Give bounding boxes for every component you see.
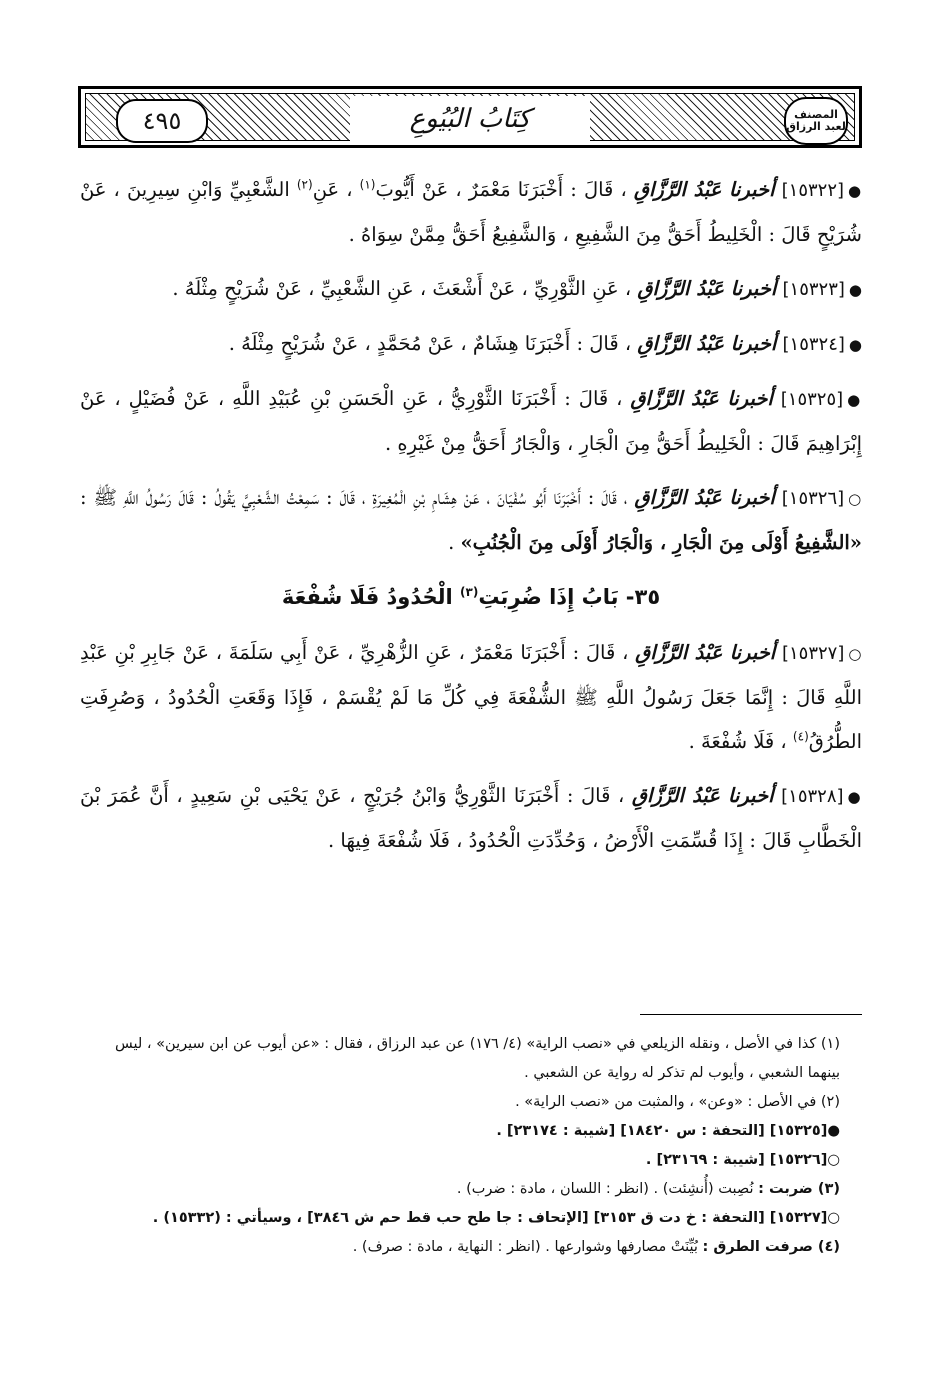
hadith-text: ، قَالَ : أَخْبَرَنَا مَعْمَرٌ ، عَنِ الزُّهْرِيِّ ، عَنْ أَبِي سَلَمَةَ ، عَنْ جَابِرِ بْنِ عَبْدِ اللَّهِ قَالَ : إِنَّمَا جَعَلَ رَسُولُ اللَّهِ ﷺ الشُّفْعَةَ فِي كُلِّ مَا لَمْ يُقْسَمْ ، فَإِذَا وَقَعَتِ الْحُدُودُ ، وَصُرِفَتِ الطُّرُقُ [80,641,862,753]
footnote-ref: (٤) [792,729,809,744]
reference-text: [١٥٣٢٥] [التحفة : س ١٨٤٢٠] [شيبة : ٢٣١٧٤] . [496,1123,828,1139]
bullet-marker: ● [847,788,862,806]
circle-marker: ○ [827,1210,840,1226]
main-text [80,168,862,873]
narrator: أخبرنا عَبْدُ الرَّزَّاقِ [630,387,773,410]
hadith-text: ، قَالَ : أَخْبَرَنَا هِشَامٌ ، عَنْ مُحَمَّدٍ ، عَنْ شُرَيْحٍ مِثْلَهُ . [228,332,632,355]
hadith-text: ، عَنِ الثَّوْرِيِّ ، عَنْ أَشْعَثَ ، عَنِ الشَّعْبِيِّ ، عَنْ شُرَيْحٍ مِثْلَهُ . [172,277,632,300]
hadith-15327 [80,631,862,764]
footnote-ref: (١) [359,177,376,192]
hadith-text: ، قَالَ : أَخْبَرَنَا أَبُو سُفْيَانَ ، عَنْ هِشَامِ بْنِ الْمُغِيرَةِ ، قَالَ : سَمِعْتُ الشَّعْبِيَّ يَقُولُ : قَالَ رَسُولُ اللَّهِ ﷺ : [80,486,628,509]
narrator: أخبرنا عَبْدُ الرَّزَّاقِ [635,641,776,664]
circle-marker: ○ [848,645,863,663]
chapter-title: ٣٥- بَابُ إِذَا ضُرِبَتِ [478,585,661,609]
hadith-15325 [80,377,862,466]
footnote-divider [640,1014,862,1015]
chapter-title: الْحُدُودُ فَلَا شُفْعَةَ [281,585,453,609]
hadith-number: [١٥٣٢٧] [781,643,845,664]
footnote-3 [80,1175,862,1204]
narrator: أخبرنا عَبْدُ الرَّزَّاقِ [634,486,775,509]
hadith-text: ، عَنِ [312,178,353,201]
hadith-15322 [80,168,862,257]
reference-15325 [80,1117,862,1146]
hadith-text: ، قَالَ : أَخْبَرَنَا الثَّوْرِيُّ وَابْنُ جُرَيْجٍ ، عَنْ يَحْيَى بْنِ سَعِيدٍ ، أَنَّ عُمَرَ بْنَ الْخَطَّابِ قَالَ : إِذَا قُسِّمَتِ الْأَرْضُ ، وَحُدِّدَتِ الْحُدُودُ ، فَلَا شُفْعَةَ فِيهَا . [80,784,862,852]
hadith-number: [١٥٣٢٢] [781,180,845,201]
reference-15327 [80,1204,862,1233]
circle-marker: ○ [848,490,862,508]
narrator: أخبرنا عَبْدُ الرَّزَّاقِ [633,178,775,201]
prophetic-saying: «الشَّفِيعُ أَوْلَى مِنَ الْجَارِ ، وَالْجَارُ أَوْلَى مِنَ الْجُنُبِ» [460,531,862,554]
bullet-marker: ● [847,391,863,409]
bullet-marker: ● [827,1123,840,1139]
hadith-text: ، قَالَ : أَخْبَرَنَا مَعْمَرٌ ، عَنْ أَيُّوبَ [375,178,627,201]
hadith-15328 [80,774,862,863]
footnote-4 [80,1233,862,1262]
narrator: أخبرنا عَبْدُ الرَّزَّاقِ [637,277,777,300]
footnotes [80,1030,862,1262]
hadith-number: [١٥٣٢٥] [780,389,844,410]
bullet-marker: ● [848,336,862,354]
hadith-text: الشَّعْبِيِّ وَابْنِ سِيرِينَ ، عَنْ شُرَيْحٍ قَالَ : الْخَلِيطُ أَحَقُّ مِنَ الشَّفِيعِ ، وَالشَّفِيعُ أَحَقُّ مِمَّنْ سِوَاهُ . [80,178,862,246]
header-ornament [85,93,855,141]
hadith-number: [١٥٣٢٨] [781,786,844,807]
hadith-15323 [80,267,862,312]
page-header [78,86,862,148]
circle-marker: ○ [827,1152,840,1168]
reference-text: [١٥٣٢٧] [التحفة : خ دت ق ٣١٥٣] [الإتحاف : جا طح حب قط حم ش ٣٨٤٦] ، وسيأتي : (١٥٣٣٢) . [152,1210,828,1226]
narrator: أخبرنا عَبْدُ الرَّزَّاقِ [637,332,777,355]
bullet-marker: ● [848,182,863,200]
hadith-number: [١٥٣٢٦] [781,488,845,509]
footnote-term: (٣) ضربت : [758,1181,840,1197]
hadith-text: ، قَالَ : أَخْبَرَنَا الثَّوْرِيُّ ، عَنِ الْحَسَنِ بْنِ عُبَيْدِ اللَّهِ ، عَنْ فُضَيْلٍ ، عَنْ إِبْرَاهِيمَ قَالَ : الْخَلِيطُ أَحَقُّ مِنَ الْجَارِ ، وَالْجَارُ أَحَقُّ مِنْ غَيْرِهِ . [80,387,862,455]
footnote-text: بُيِّنَتْ مصارفها وشوارعها . (انظر : النهاية ، مادة : صرف) . [352,1239,698,1255]
reference-15326 [80,1146,862,1175]
footnote-ref: (٣) [460,585,479,599]
hadith-number: [١٥٣٢٣] [782,279,845,300]
chapter-heading [80,575,862,619]
bullet-marker: ● [848,281,862,299]
hadith-number: [١٥٣٢٤] [782,334,845,355]
reference-text: [١٥٣٢٦] [شيبة : ٢٣١٦٩] . [645,1152,828,1168]
footnote-term: (٤) صرفت الطرق : [702,1239,840,1255]
footnote-1: (١) كذا في الأصل ، ونقله الزيلعي في «نصب الراية» (٤/ ١٧٦) عن عبد الرزاق ، فقال : «عن أيوب عن ابن سيرين» ، ليس بينهما الشعبي ، وأيوب لم تذكر له رواية عن الشعبي . [115,1036,840,1081]
hadith-text-end: . [448,531,455,554]
hadith-15324 [80,322,862,367]
book-title: كِتَابُ البُيُوعِ [350,96,590,142]
footnote-ref: (٢) [296,177,313,192]
footnote-text: نُصِبت (أُنشِئت) . (انظر : اللسان ، مادة : ضرب) . [456,1181,754,1197]
narrator: أخبرنا عَبْدُ الرَّزَّاقِ [631,784,774,807]
footnote-2: (٢) في الأصل : «وعن» ، والمثبت من «نصب الراية» . [515,1094,840,1110]
book-emblem-logo: المصنف لعبد الرزاق [784,97,848,145]
page-number: ٤٩٥ [116,99,208,143]
hadith-15326 [80,476,862,565]
hadith-text: ، فَلَا شُفْعَةَ . [688,730,787,753]
